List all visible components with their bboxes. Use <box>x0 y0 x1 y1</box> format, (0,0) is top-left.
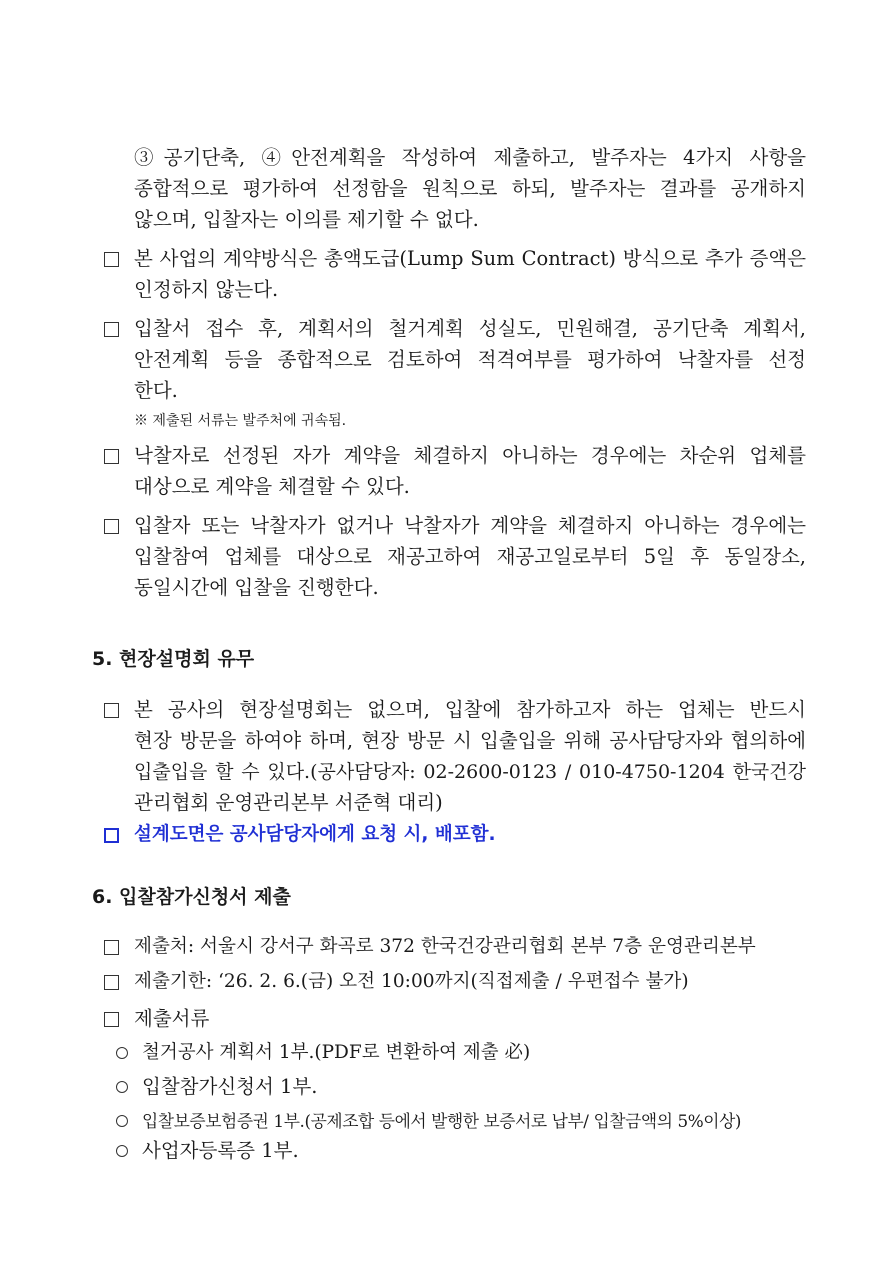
submission-place: 제출처: 서울시 강서구 화곡로 372 한국건강관리협회 본부 7층 운영관리본부 <box>134 936 756 957</box>
item-line: 안전계획 등을 종합적으로 검토하여 적격여부를 평가하여 낙찰자를 선정 <box>134 348 806 371</box>
circle-bullet-icon <box>116 1081 128 1093</box>
checkbox-bullet-icon <box>104 940 119 955</box>
checkbox-bullet-icon <box>104 1012 119 1027</box>
item-line: 한다. <box>134 379 178 402</box>
checkbox-bullet-icon <box>104 322 119 337</box>
checkbox-bullet-icon <box>104 252 119 267</box>
submission-note: ※ 제출된 서류는 발주처에 귀속됨. <box>134 413 347 429</box>
item-line: 입찰자 또는 낙찰자가 없거나 낙찰자가 계약을 체결하지 아니하는 경우에는 <box>134 514 806 537</box>
item-line: 입출입을 할 수 있다.(공사담당자: 02-2600-0123 / 010-4750-1204 한국건강 <box>134 761 806 783</box>
drawings-notice: 설계도면은 공사담당자에게 요청 시, 배포함. <box>134 824 496 845</box>
item-line: 현장 방문을 하여야 하며, 현장 방문 시 입출입을 위해 공사담당자와 협의하에 <box>134 729 806 752</box>
item-line: 입찰서 접수 후, 계획서의 철거계획 성실도, 민원해결, 공기단축 계획서, <box>134 317 806 340</box>
item-line: 동일시간에 입찰을 진행한다. <box>134 576 379 599</box>
circle-bullet-icon <box>116 1145 128 1157</box>
item-line: 인정하지 않는다. <box>134 278 279 301</box>
circle-bullet-icon <box>116 1115 128 1127</box>
checkbox-bullet-icon <box>104 519 119 534</box>
item-line: 관리협회 운영관리본부 서준혁 대리) <box>134 791 443 814</box>
section-heading: 5. 현장설명회 유무 <box>92 648 255 670</box>
submission-docs-label: 제출서류 <box>134 1007 210 1030</box>
checkbox-bullet-icon <box>104 828 119 843</box>
item-line: 낙찰자로 선정된 자가 계약을 체결하지 아니하는 경우에는 차순위 업체를 <box>134 444 806 467</box>
section-heading: 6. 입찰참가신청서 제출 <box>92 886 291 908</box>
checkbox-bullet-icon <box>104 703 119 718</box>
doc-list-item: 입찰보증보험증권 1부.(공제조합 등에서 발행한 보증서로 납부/ 입찰금액의 5%이상) <box>142 1111 742 1131</box>
circle-bullet-icon <box>116 1047 128 1059</box>
paragraph-line: 않으며, 입찰자는 이의를 제기할 수 없다. <box>134 208 479 231</box>
item-line: 본 사업의 계약방식은 총액도급(Lump Sum Contract) 방식으로 추가 증액은 <box>134 247 806 270</box>
doc-list-item: 철거공사 계획서 1부.(PDF로 변환하여 제출 必) <box>142 1042 531 1063</box>
paragraph-line: 종합적으로 평가하여 선정함을 원칙으로 하되, 발주자는 결과를 공개하지 <box>134 177 806 200</box>
checkbox-bullet-icon <box>104 449 119 464</box>
item-line: 대상으로 계약을 체결할 수 있다. <box>134 475 410 498</box>
doc-list-item: 사업자등록증 1부. <box>142 1139 299 1162</box>
doc-list-item: 입찰참가신청서 1부. <box>142 1075 318 1098</box>
submission-deadline: 제출기한: ‘26. 2. 6.(금) 오전 10:00까지(직접제출 / 우편접수 불가) <box>134 971 689 992</box>
item-line: 본 공사의 현장설명회는 없으며, 입찰에 참가하고자 하는 업체는 반드시 <box>134 698 806 721</box>
checkbox-bullet-icon <box>104 975 119 990</box>
item-line: 입찰참여 업체를 대상으로 재공고하여 재공고일로부터 5일 후 동일장소, <box>134 545 806 568</box>
paragraph-line: ③공기단축, ④안전계획을 작성하여 제출하고, 발주자는 4가지 사항을 <box>134 146 806 169</box>
